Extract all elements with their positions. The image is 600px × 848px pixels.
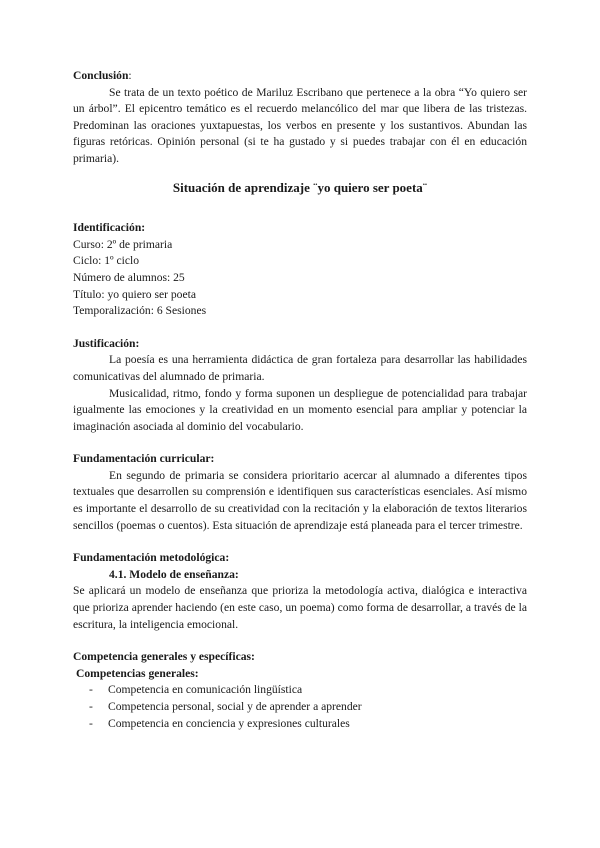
list-item	[73, 682, 527, 699]
conclusion-colon: :	[128, 69, 132, 82]
curricular-heading: Fundamentación curricular:	[73, 452, 215, 466]
competence-item-label: Competencia personal, social y de aprender a aprender	[108, 700, 362, 713]
justification-heading: Justificación:	[73, 336, 140, 350]
bullet-dash: -	[89, 716, 93, 730]
methodological-subheading: 4.1. Modelo de enseñanza:	[109, 567, 239, 581]
list-item	[73, 716, 527, 733]
competences-subheading: Competencias generales:	[76, 666, 199, 680]
conclusion-heading-line	[73, 68, 527, 85]
list-item	[73, 699, 527, 716]
identification-title: Título: yo quiero ser poeta	[73, 287, 196, 301]
document-page	[73, 68, 527, 732]
justification-paragraph-1: La poesía es una herramienta didáctica de gran fortaleza para desarrollar las habilidades comunicativas del alumnado de primaria.	[73, 353, 527, 383]
identification-course: Curso: 2º de primaria	[73, 237, 173, 251]
bullet-dash: -	[89, 683, 93, 697]
methodological-text: Se aplicará un modelo de enseñanza que prioriza la metodología activa, dialógica e interactiva que prioriza aprender haciendo (en este caso, un poema) como forma de desarrollar, a través de la escritura, la inteligencia emocional.	[73, 584, 527, 631]
curricular-text: En segundo de primaria se considera prioritario acercar al alumnado a diferentes tipos textuales que desarrollen su comprensión e identifiquen sus características esenciales. Así mismo es importante el desarrollo de su creatividad con la recitación y la elaboración de textos literarios sencillos (poemas o cuentos). Esta situación de aprendizaje está planeada para el tercer trimestre.	[73, 468, 527, 532]
identification-students: Número de alumnos: 25	[73, 270, 185, 284]
competence-item-label: Competencia en conciencia y expresiones culturales	[108, 716, 350, 730]
identification-timing: Temporalización: 6 Sesiones	[73, 304, 207, 318]
identification-heading: Identificación:	[73, 221, 146, 235]
document-title: Situación de aprendizaje ¨yo quiero ser poeta¨	[172, 179, 428, 195]
competences-list	[73, 682, 527, 732]
identification-cycle: Ciclo: 1º ciclo	[73, 254, 140, 268]
conclusion-text: Se trata de un texto poético de Mariluz Escribano que pertenece a la obra “Yo quiero ser un árbol”. El epicentro temático es el recuerdo melancólico del mar que libera de las tristezas. Predominan las oraciones yuxtapuestas, los verbos en presente y los sustantivos. Abundan las figuras retóricas. Opinión personal (si te ha gustado y si puedes trabajar con él en educación primaria).	[73, 85, 527, 165]
conclusion-heading: Conclusión	[73, 69, 129, 82]
justification-paragraph-2: Musicalidad, ritmo, fondo y forma suponen un despliegue de potencialidad para trabajar igualmente las emociones y la creatividad en un momento esencial para ampliar y potenciar la imaginación asociada al dominio del vocabulario.	[73, 386, 527, 433]
competence-item-label: Competencia en comunicación lingüística	[108, 683, 303, 697]
competences-heading: Competencia generales y específicas:	[73, 650, 255, 664]
bullet-dash: -	[89, 700, 93, 713]
methodological-heading: Fundamentación metodológica:	[73, 551, 230, 565]
